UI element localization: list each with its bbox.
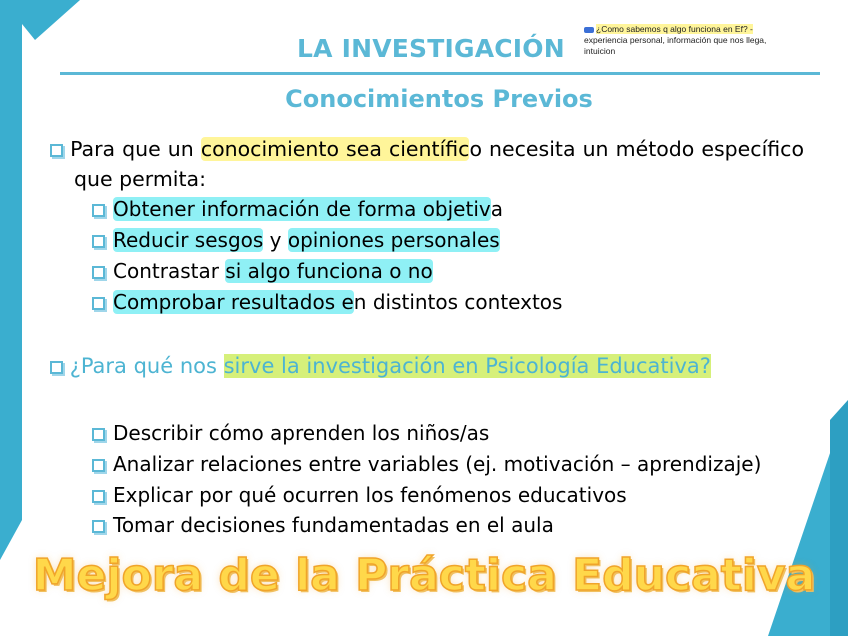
list-item-text: Describir cómo aprenden los niños/as <box>113 421 490 445</box>
text-run: o necesita un método específico que permita: <box>74 137 804 191</box>
text-run: n distintos contextos <box>353 290 563 314</box>
list-item <box>92 419 489 447</box>
comment-icon[interactable] <box>584 27 594 33</box>
section-1-paragraph <box>50 134 804 194</box>
section-2-question <box>50 350 804 382</box>
highlighted-text: sirve la investigación en Psicología Educativa? <box>223 354 711 378</box>
text-run: Para que un <box>70 137 201 161</box>
list-item-text: Tomar decisiones fundamentadas en el aula <box>113 513 554 537</box>
highlighted-text: opiniones personales <box>287 228 500 252</box>
checkbox-bullet-icon <box>92 297 105 310</box>
highlighted-text: Obtener información de forma objetiv <box>113 197 491 221</box>
list-item-text: Analizar relaciones entre variables (ej. motivación – aprendizaje) <box>113 452 762 476</box>
checkbox-bullet-icon <box>92 428 105 441</box>
checkbox-bullet-icon <box>50 144 63 157</box>
highlighted-text: si algo funciona o no <box>225 259 433 283</box>
text-run: Contrastar <box>113 259 226 283</box>
list-item <box>92 450 761 478</box>
banner-text: Mejora de la Práctica Educativa <box>32 550 816 601</box>
list-item <box>92 511 554 539</box>
comment-line-1: ¿Como sabemos q algo funciona en Ef? - <box>596 24 753 34</box>
checkbox-bullet-icon <box>92 235 105 248</box>
checkbox-bullet-icon <box>92 459 105 472</box>
list-item <box>92 257 433 285</box>
highlighted-text: Comprobar resultados e <box>113 290 354 314</box>
list-item-text: Explicar por qué ocurren los fenómenos educativos <box>113 483 627 507</box>
list-item <box>92 226 500 254</box>
checkbox-bullet-icon <box>92 490 105 503</box>
list-item <box>92 481 627 509</box>
title-underline <box>60 72 820 75</box>
checkbox-bullet-icon <box>50 361 63 374</box>
highlighted-text: Reducir sesgos <box>113 228 264 252</box>
text-run: ¿Para qué nos <box>69 354 224 378</box>
slide-title: LA INVESTIGACIÓN <box>297 34 565 63</box>
slide-subtitle: Conocimientos Previos <box>285 85 593 113</box>
highlighted-text: conocimiento sea científic <box>200 137 470 161</box>
checkbox-bullet-icon <box>92 520 105 533</box>
checkbox-bullet-icon <box>92 266 105 279</box>
text-run: a <box>490 197 503 221</box>
text-run: y <box>263 228 288 252</box>
list-item <box>92 195 503 223</box>
comment-line-3: intuicion <box>584 46 616 56</box>
comment-note[interactable] <box>584 24 814 57</box>
comment-line-2: experiencia personal, información que nos llega, <box>584 35 767 45</box>
checkbox-bullet-icon <box>92 204 105 217</box>
list-item <box>92 288 562 316</box>
